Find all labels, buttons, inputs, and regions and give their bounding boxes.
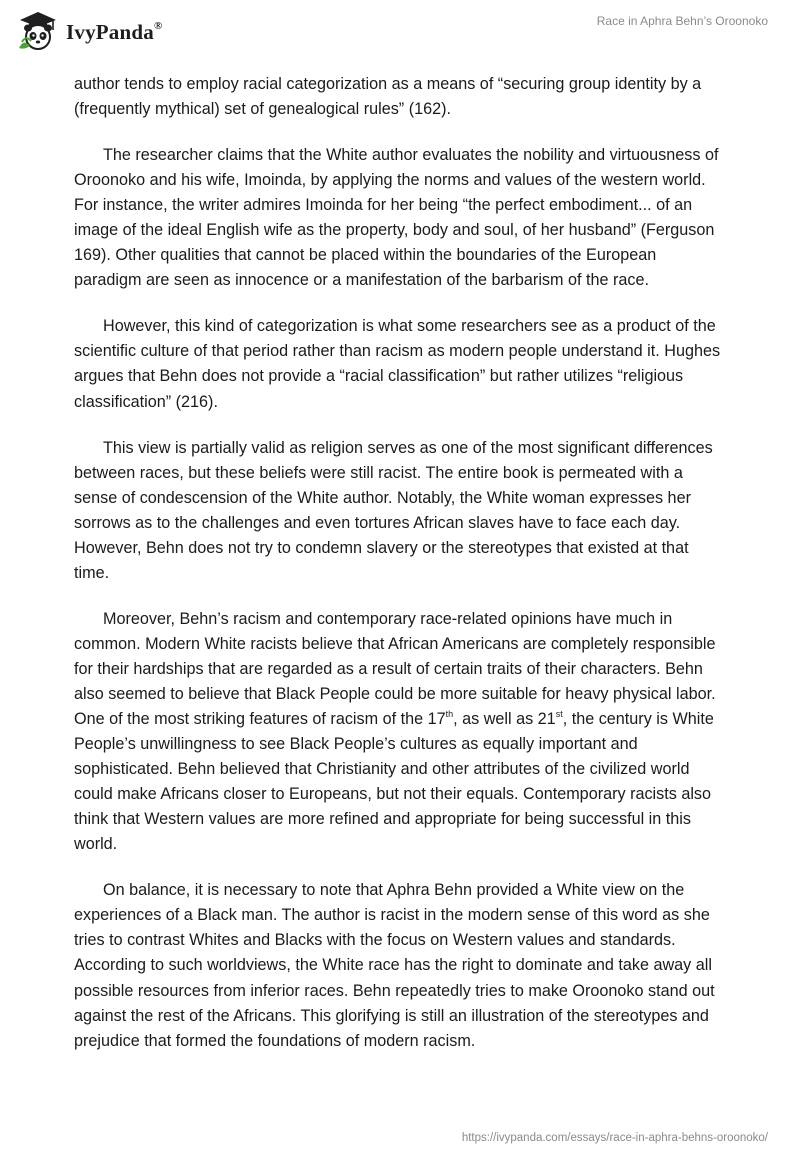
ivypanda-logo[interactable]	[16, 8, 162, 52]
paragraph-continued: author tends to employ racial categorization as a means of “securing group identity by a (frequently mythical) set of genealogical rules” (162).	[74, 75, 702, 119]
panda-graduate-icon	[16, 8, 60, 52]
document-title: Race in Aphra Behn’s Oroonoko	[596, 14, 768, 28]
paragraph: This view is partially valid as religion serves as one of the most significant differences between races, but these beliefs were still racist. The entire book is permeated with a sense of condescension of the White author. Notably, the White woman expresses her sorrows as to the challenges and even tortures African slaves have to face each day. However, Behn does not try to condemn slavery or the stereotypes that existed at that time.	[74, 438, 713, 582]
essay-body	[74, 72, 726, 1075]
page-header	[0, 0, 800, 64]
paragraph-text: , as well as 21	[453, 710, 556, 729]
source-url-link[interactable]: https://ivypanda.com/essays/race-in-aphra-behns-oroonoko/	[461, 1132, 768, 1144]
paragraph-with-superscripts	[74, 607, 726, 857]
paragraph: On balance, it is necessary to note that Aphra Behn provided a White view on the experiences of a Black man. The author is racist in the modern sense of this word as she tries to contrast Whites and Blacks with the focus on Western values and standards. According to such worldviews, the White race has the right to dominate and take away all possible resources from inferior races. Behn repeatedly tries to make Oroonoko stand out against the rest of the Africans. This glorifying is still an illustration of the stereotypes and prejudice that formed the foundations of modern racism.	[74, 881, 715, 1050]
paragraph-text: Moreover, Behn’s racism and contemporary race-related opinions have much in common. Modern White racists believe that African Americans are completely responsible for their hardships that are regarded as a result of certain traits of their characters. Behn also seemed to believe that Black People could be more suitable for heavy physical labor. One of the most striking features of racism of the 17	[74, 609, 716, 729]
superscript: th	[445, 708, 454, 719]
superscript: st	[555, 708, 563, 719]
paragraph: However, this kind of categorization is what some researchers see as a product of the scientific culture of that period rather than racism as modern people understand it. Hughes argues that Behn does not provide a “racial classification” but rather utilizes “religious classification” (216).	[74, 317, 721, 411]
logo-text: IvyPanda	[66, 19, 154, 44]
paragraph: The researcher claims that the White author evaluates the nobility and virtuousness of Oroonoko and his wife, Imoinda, by applying the norms and values of the western world. For instance, the writer admires Imoinda for her being “the perfect embodiment... of an image of the ideal English wife as the property, body and soul, of her husband” (Ferguson 169). Other qualities that cannot be placed within the boundaries of the European paradigm are seen as innocence or a manifestation of the barbarism of the race.	[74, 146, 719, 290]
registered-mark: ®	[153, 19, 163, 32]
paragraph-text: , the century is White People’s unwillingness to see Black People’s cultures as equally important and sophisticated. Behn believed that Christianity and other attributes of the civilized world could make Africans closer to Europeans, but not their equals. Contemporary racists also think that Western values are more refined and appropriate for being successful in this world.	[74, 710, 714, 854]
logo-wordmark	[66, 20, 162, 45]
